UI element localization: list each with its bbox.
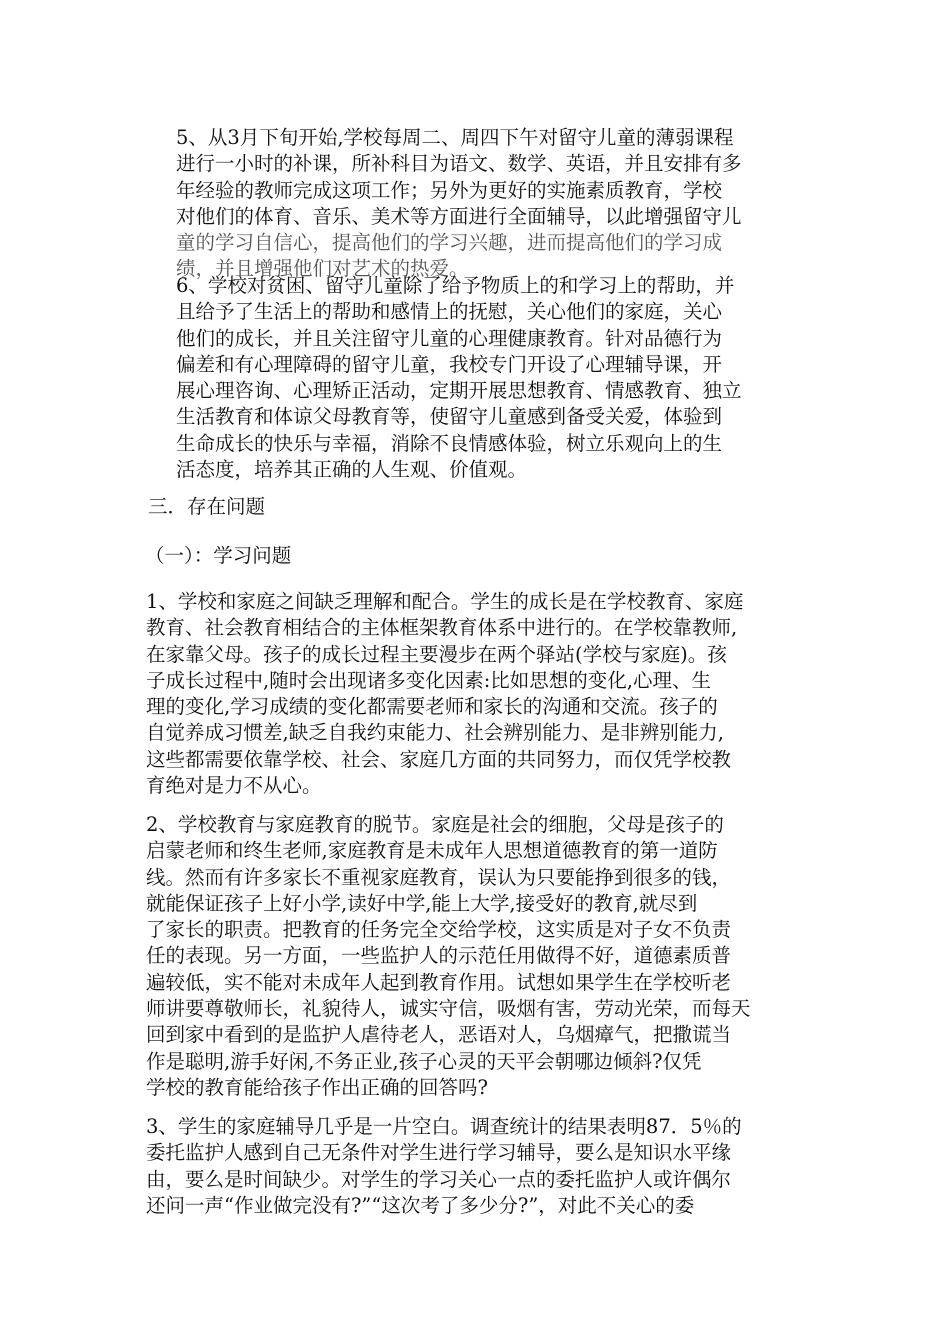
text-line: 理的变化,学习成绩的变化都需要老师和家长的沟通和交流。孩子的 bbox=[146, 695, 718, 719]
text-line: 学校的教育能给孩子作出正确的回答吗? bbox=[146, 1075, 488, 1099]
text-line: 2、学校教育与家庭教育的脱节。家庭是社会的细胞，父母是孩子的 bbox=[146, 813, 724, 836]
text-line: 委托监护人感到自己无条件对学生进行学习辅导，要么是知识水平缘 bbox=[146, 1141, 732, 1165]
text-line: 师讲要尊敬师长，礼貌待人，诚实守信，吸烟有害，劳动光荣，而每天 bbox=[146, 997, 751, 1021]
text-line: 童的学习自信心，提高他们的学习兴趣，进而提高他们的学习成 bbox=[176, 231, 723, 255]
text-line: 了家长的职责。把教育的任务完全交给学校，这实质是对子女不负责 bbox=[146, 918, 732, 942]
problem-2-paragraph bbox=[146, 812, 826, 1101]
text-line: 进行一小时的补课，所补科目为语文、数学、英语，并且安排有多 bbox=[176, 152, 742, 176]
section-heading: 三．存在问题 bbox=[148, 495, 266, 518]
subsection-heading: （一）：学习问题 bbox=[145, 544, 292, 567]
text-line: 教育、社会教育相结合的主体框架教育体系中进行的。在学校靠教师, bbox=[146, 616, 738, 640]
text-line: 1、学校和家庭之间缺乏理解和配合。学生的成长是在学校教育、家庭 bbox=[146, 590, 744, 613]
text-line: 他们的成长，并且关注留守儿童的心理健康教育。针对品德行为 bbox=[176, 326, 723, 350]
text-line: 启蒙老师和终生老师,家庭教育是未成年人思想道德教育的第一道防 bbox=[146, 839, 718, 863]
text-line: 回到家中看到的是监护人虐待老人，恶语对人，乌烟瘴气，把撒谎当 bbox=[146, 1023, 732, 1047]
text-line: 5、从3月下旬开始,学校每周二、周四下午对留守儿童的薄弱课程 bbox=[176, 126, 734, 149]
problem-3-paragraph bbox=[146, 1114, 826, 1219]
text-line: 生命成长的快乐与幸福，消除不良情感体验，树立乐观向上的生 bbox=[176, 431, 723, 455]
text-line: 年经验的教师完成这项工作；另外为更好的实施素质教育，学校 bbox=[176, 178, 723, 202]
text-line: 还问一声“作业做完没有?”“这次考了多少分?”，对此不关心的委 bbox=[146, 1193, 695, 1217]
problem-1-paragraph bbox=[146, 589, 826, 799]
text-line: 6、学校对贫困、留守儿童除了给予物质上的和学习上的帮助，并 bbox=[176, 274, 735, 297]
text-line: 生活教育和体谅父母教育等，使留守儿童感到备受关爱，体验到 bbox=[176, 405, 723, 429]
text-line: 子成长过程中,随时会出现诸多变化因素:比如思想的变化,心理、生 bbox=[146, 668, 711, 692]
text-line: 由，要么是时间缺少。对学生的学习关心一点的委托监护人或许偶尔 bbox=[146, 1167, 732, 1191]
text-line: 自觉养成习惯差,缺乏自我约束能力、社会辨别能力、是非辨别能力, bbox=[146, 721, 724, 745]
paragraph-6 bbox=[176, 273, 826, 483]
text-line: 遍较低，实不能对未成年人起到教育作用。试想如果学生在学校听老 bbox=[146, 970, 732, 994]
text-line: 这些都需要依靠学校、社会、家庭几方面的共同努力，而仅凭学校教 bbox=[146, 747, 732, 771]
text-line: 绩，并且增强他们对艺术的热爱。 bbox=[176, 257, 469, 281]
text-line: 3、学生的家庭辅导几乎是一片空白。调查统计的结果表明87．5％的 bbox=[146, 1115, 742, 1138]
paragraph-5 bbox=[176, 125, 826, 283]
text-line: 活态度，培养其正确的人生观、价值观。 bbox=[176, 458, 528, 482]
text-line: 偏差和有心理障碍的留守儿童，我校专门开设了心理辅导课，开 bbox=[176, 352, 723, 376]
text-line: 育绝对是力不从心。 bbox=[146, 774, 322, 798]
text-line: 线。然而有许多家长不重视家庭教育，误认为只要能挣到很多的钱， bbox=[146, 865, 732, 889]
text-line: 作是聪明,游手好闲,不务正业,孩子心灵的天平会朝哪边倾斜?仅凭 bbox=[146, 1049, 702, 1073]
text-line: 对他们的体育、音乐、美术等方面进行全面辅导，以此增强留守儿 bbox=[176, 204, 742, 228]
text-line: 展心理咨询、心理矫正活动，定期开展思想教育、情感教育、独立 bbox=[176, 379, 742, 403]
text-line: 就能保证孩子上好小学,读好中学,能上大学,接受好的教育,就尽到 bbox=[146, 891, 698, 915]
text-line: 任的表现。另一方面，一些监护人的示范任用做得不好，道德素质普 bbox=[146, 944, 732, 968]
text-line: 且给予了生活上的帮助和感情上的抚慰，关心他们的家庭，关心 bbox=[176, 300, 723, 324]
text-line: 在家靠父母。孩子的成长过程主要漫步在两个驿站(学校与家庭)。孩 bbox=[146, 642, 727, 666]
